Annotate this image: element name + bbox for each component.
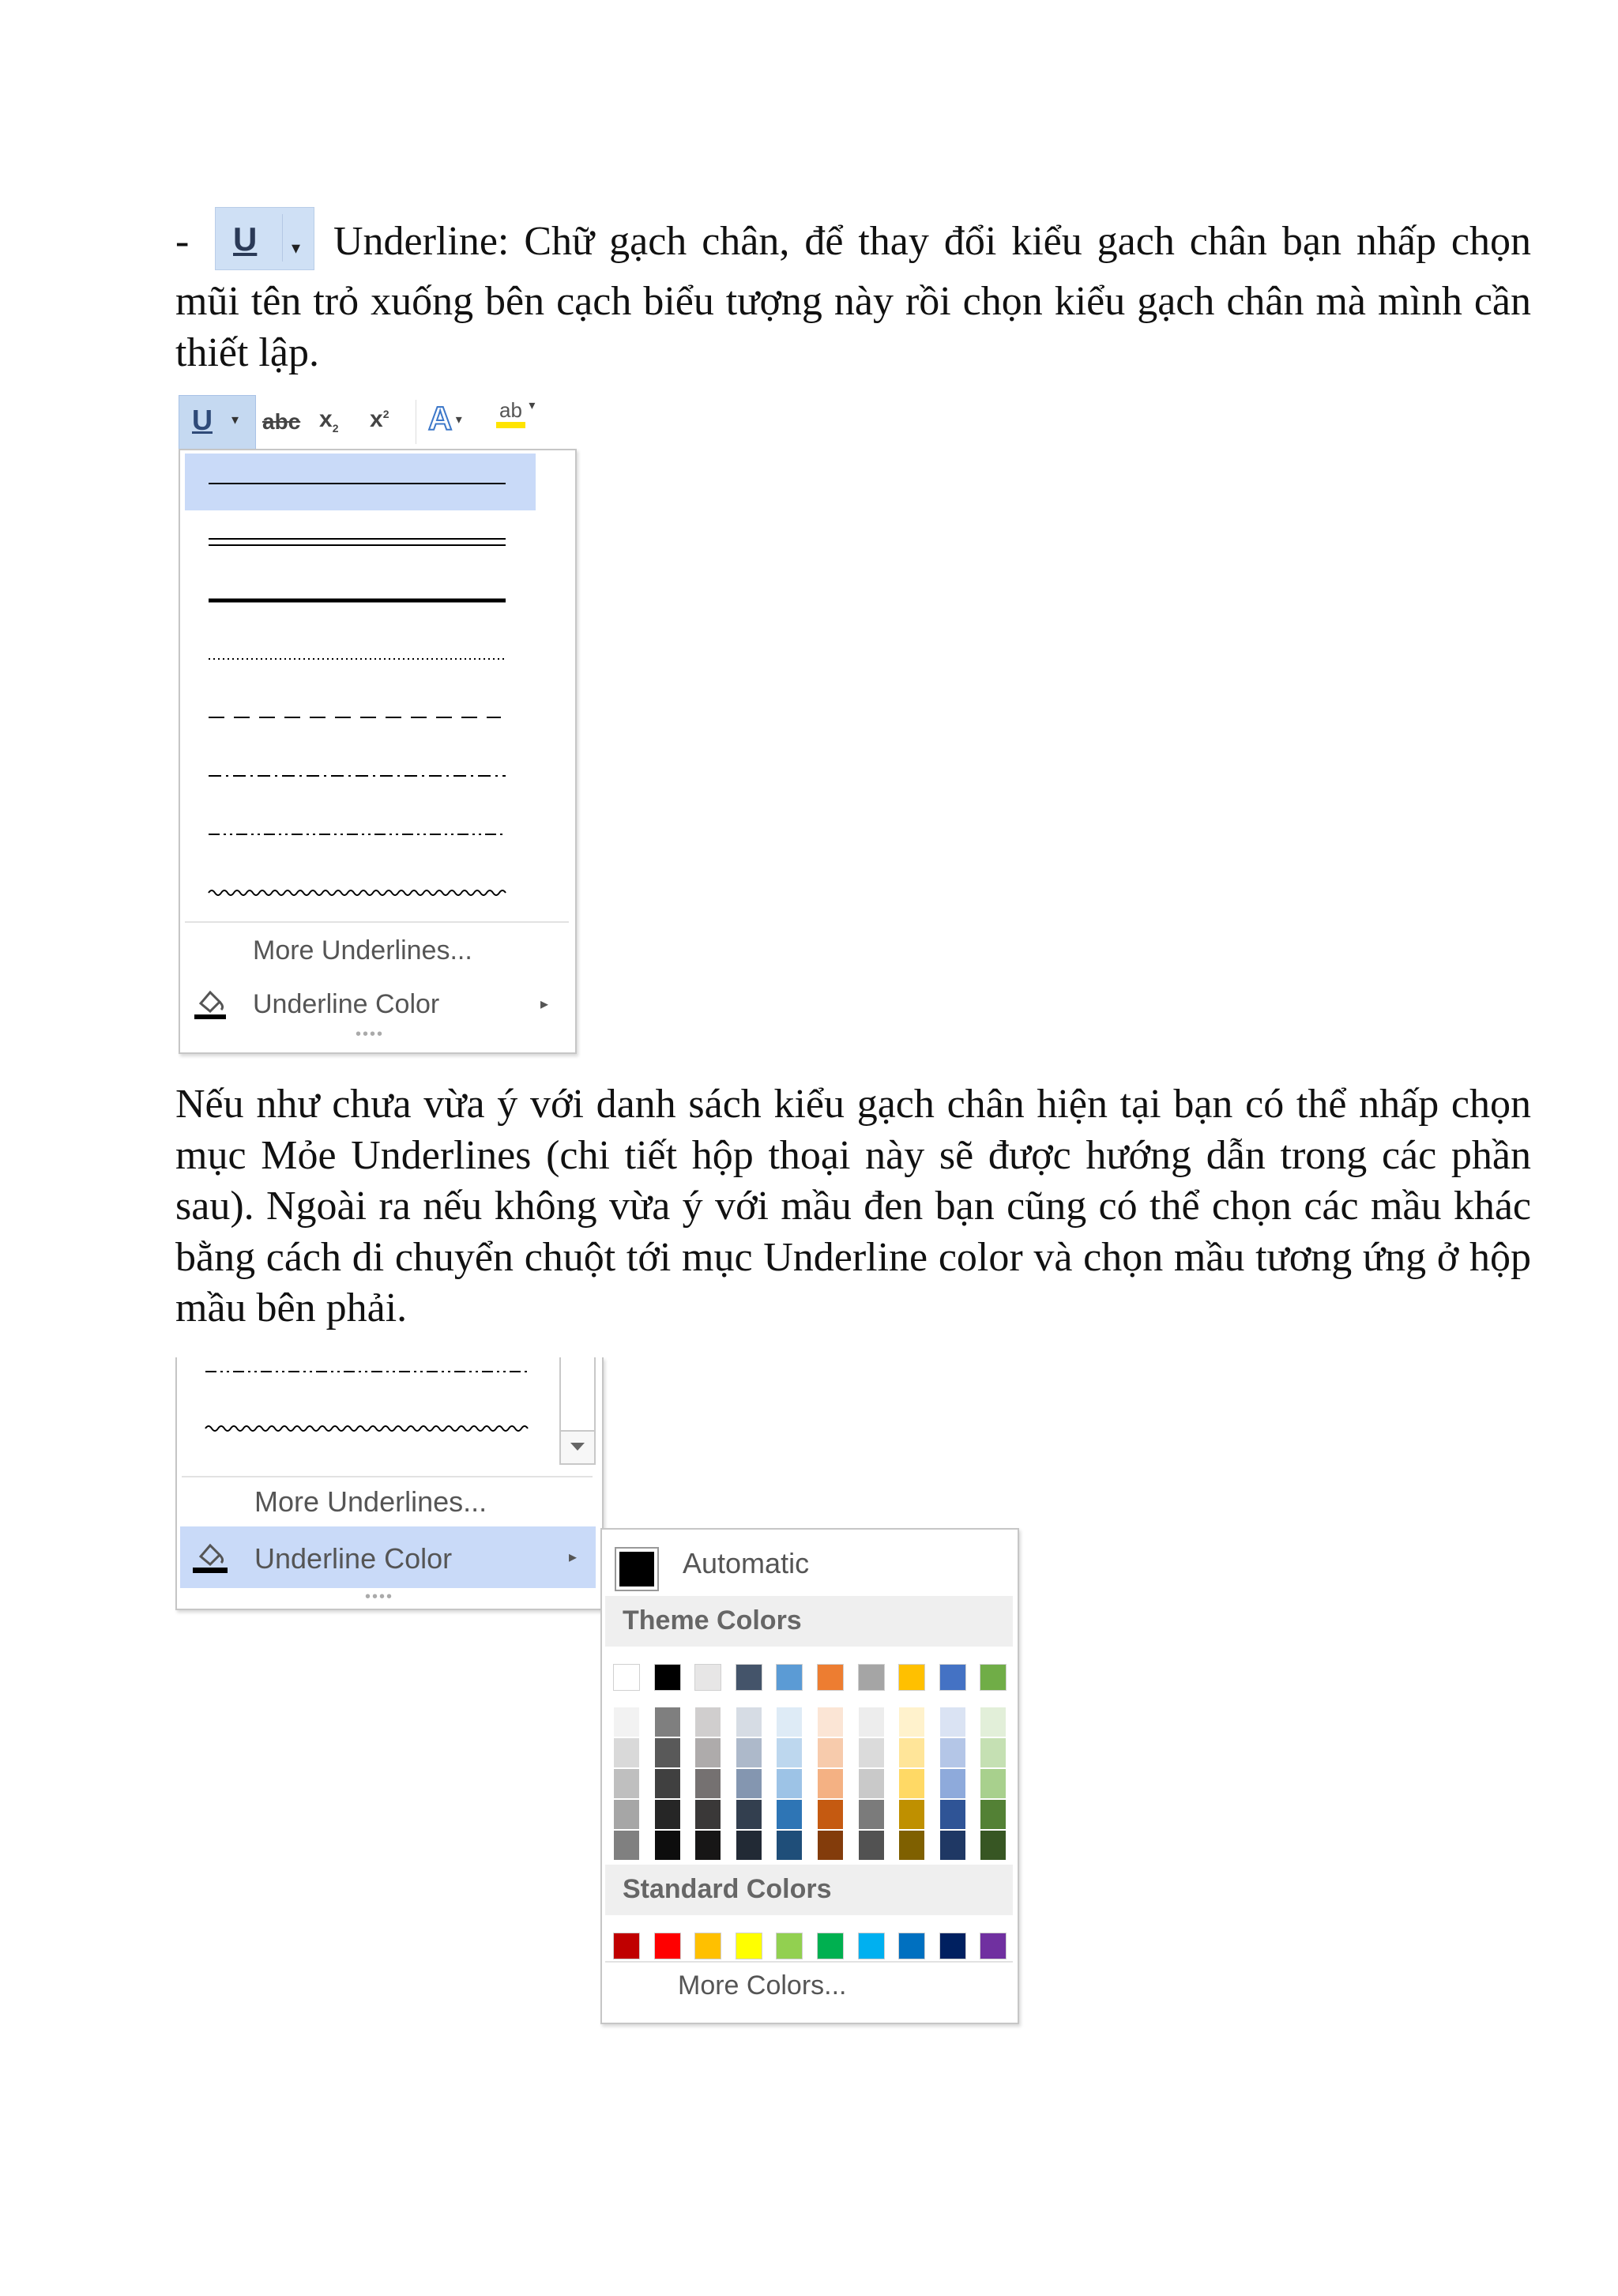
theme-color-swatch[interactable] — [694, 1737, 721, 1768]
standard-color-swatch[interactable] — [654, 1933, 681, 1959]
highlight-button[interactable] — [496, 398, 535, 452]
submenu-arrow-icon: ▸ — [569, 1547, 578, 1566]
theme-color-swatch[interactable] — [613, 1768, 640, 1799]
subscript-mark: 2 — [332, 422, 339, 435]
subscript-label: x — [319, 406, 333, 432]
theme-color-swatch[interactable] — [694, 1768, 721, 1799]
theme-color-swatch[interactable] — [776, 1737, 803, 1768]
theme-color-swatch[interactable] — [817, 1707, 844, 1737]
theme-color-swatch[interactable] — [776, 1830, 803, 1861]
theme-color-swatch[interactable] — [980, 1737, 1007, 1768]
superscript-mark: 2 — [382, 408, 389, 420]
theme-colors-header — [605, 1596, 1013, 1647]
theme-color-swatch[interactable] — [817, 1737, 844, 1768]
standard-color-swatch[interactable] — [736, 1933, 762, 1959]
underline-style-dash-dot-dot[interactable] — [185, 804, 536, 861]
theme-color-swatch[interactable] — [736, 1799, 762, 1830]
underline-style-dashed[interactable] — [185, 687, 536, 744]
paragraph-underline-color: Nếu như chưa vừa ý với danh sách kiểu gạch chân hiện tại bạn có thể nhấp chọn mục Mỏe Underlines (chi tiết hộp thoại này sẽ được hướng dẫn trong các phần sau). Ngoài ra nếu không vừa ý với mầu đen bạn cũng có thể chọn các mầu khác bằng cách di chuyển chuột tới mục Underline color và chọn mầu tương ứng ở hộp mầu bên phải. — [175, 1082, 1531, 1331]
theme-color-swatch[interactable] — [858, 1799, 885, 1830]
underline-color-item[interactable]: Underline Color — [254, 1542, 453, 1575]
underline-icon-letter: U — [233, 220, 258, 258]
theme-color-swatch[interactable] — [939, 1768, 966, 1799]
standard-color-swatch[interactable] — [776, 1933, 803, 1959]
theme-color-swatch[interactable] — [776, 1799, 803, 1830]
underline-button[interactable] — [179, 395, 256, 450]
automatic-color-option[interactable] — [607, 1533, 1013, 1596]
highlight-icon: ab — [496, 398, 525, 428]
theme-color-swatch[interactable] — [654, 1664, 681, 1691]
chevron-down-icon[interactable]: ▾ — [529, 397, 536, 412]
chevron-down-icon[interactable]: ▾ — [231, 412, 239, 428]
theme-color-swatch[interactable] — [736, 1768, 762, 1799]
theme-color-swatch[interactable] — [654, 1799, 681, 1830]
theme-color-swatch[interactable] — [776, 1664, 803, 1691]
standard-color-swatch[interactable] — [980, 1933, 1007, 1959]
theme-color-swatch[interactable] — [817, 1830, 844, 1861]
underline-style-single[interactable] — [185, 454, 536, 510]
theme-color-swatch[interactable] — [898, 1830, 925, 1861]
theme-color-swatch[interactable] — [858, 1830, 885, 1861]
theme-color-swatch[interactable] — [694, 1799, 721, 1830]
paragraph-underline-intro — [175, 213, 1531, 378]
font-toolbar — [177, 395, 572, 449]
theme-color-swatch[interactable] — [613, 1664, 640, 1691]
text-effects-button[interactable] — [428, 400, 462, 454]
resize-grip-icon[interactable]: •••• — [356, 1026, 385, 1043]
underline-style-wavy[interactable] — [182, 1405, 553, 1452]
theme-color-swatch[interactable] — [613, 1799, 640, 1830]
automatic-label: Automatic — [683, 1547, 810, 1579]
theme-color-swatch[interactable] — [980, 1664, 1007, 1691]
submenu-arrow-icon: ▸ — [540, 994, 549, 1013]
theme-color-swatch[interactable] — [898, 1664, 925, 1691]
underline-color-item[interactable]: Underline Color — [253, 989, 440, 1019]
superscript-label: x — [370, 406, 383, 432]
standard-color-swatch[interactable] — [858, 1933, 885, 1959]
theme-color-swatch[interactable] — [939, 1707, 966, 1737]
more-colors-item[interactable]: More Colors... — [678, 1970, 847, 2001]
theme-color-swatch[interactable] — [736, 1830, 762, 1861]
chevron-down-icon: ▾ — [292, 239, 301, 258]
underline-style-wavy[interactable] — [185, 863, 536, 920]
theme-color-swatch[interactable] — [613, 1830, 640, 1861]
underline-style-menu-scrolled — [175, 1357, 604, 1610]
theme-color-swatch[interactable] — [817, 1799, 844, 1830]
theme-color-swatch[interactable] — [898, 1737, 925, 1768]
paint-bucket-icon — [191, 1538, 229, 1575]
underline-style-dotted[interactable] — [185, 629, 536, 686]
theme-color-swatch[interactable] — [736, 1707, 762, 1737]
paint-bucket-icon — [193, 986, 228, 1021]
theme-color-swatch[interactable] — [694, 1664, 721, 1691]
underline-style-menu — [179, 449, 577, 1054]
underline-style-thick[interactable] — [185, 570, 536, 627]
theme-color-swatch[interactable] — [858, 1737, 885, 1768]
underline-button-label: U — [192, 404, 213, 436]
theme-color-swatch[interactable] — [817, 1768, 844, 1799]
theme-color-swatch[interactable] — [898, 1707, 925, 1737]
theme-color-swatch[interactable] — [858, 1707, 885, 1737]
theme-color-swatch[interactable] — [694, 1830, 721, 1861]
theme-color-swatch[interactable] — [980, 1768, 1007, 1799]
theme-color-swatch[interactable] — [898, 1768, 925, 1799]
theme-color-swatch[interactable] — [736, 1664, 762, 1691]
theme-color-swatch[interactable] — [939, 1664, 966, 1691]
standard-color-swatch[interactable] — [613, 1933, 640, 1959]
text-effects-icon: A — [428, 400, 453, 437]
theme-color-swatch[interactable] — [654, 1768, 681, 1799]
theme-color-swatch[interactable] — [654, 1830, 681, 1861]
theme-color-swatch[interactable] — [654, 1737, 681, 1768]
theme-color-swatch[interactable] — [858, 1664, 885, 1691]
theme-color-swatch[interactable] — [654, 1707, 681, 1737]
theme-color-swatch[interactable] — [980, 1799, 1007, 1830]
paragraph1-text: Underline: Chữ gạch chân, để thay đổi kiểu gach chân bạn nhấp chọn mũi tên trỏ xuống bên cạch biểu tượng này rồi chọn kiểu gạch chân mà mình cần thiết lập. — [175, 218, 1531, 375]
strikethrough-button[interactable]: abc — [262, 409, 301, 434]
theme-color-swatch[interactable] — [858, 1768, 885, 1799]
underline-icon — [215, 207, 314, 270]
theme-color-swatch[interactable] — [939, 1799, 966, 1830]
list-dash: - — [175, 218, 190, 264]
theme-color-swatch[interactable] — [613, 1737, 640, 1768]
theme-color-swatch[interactable] — [613, 1707, 640, 1737]
more-underlines-item[interactable]: More Underlines... — [254, 1485, 487, 1518]
chevron-down-icon[interactable]: ▾ — [455, 412, 462, 427]
standard-colors-label: Standard Colors — [623, 1874, 832, 1904]
theme-color-swatch[interactable] — [694, 1707, 721, 1737]
theme-color-swatch[interactable] — [736, 1737, 762, 1768]
standard-color-swatch[interactable] — [898, 1933, 925, 1959]
theme-color-swatch[interactable] — [980, 1830, 1007, 1861]
underline-style-dash-dot[interactable] — [185, 746, 536, 803]
scroll-down-button[interactable] — [559, 1430, 596, 1465]
theme-color-swatch[interactable] — [939, 1830, 966, 1861]
automatic-color-swatch — [615, 1547, 659, 1591]
standard-colors-header — [605, 1865, 1013, 1915]
theme-colors-label: Theme Colors — [623, 1605, 802, 1635]
standard-color-swatch[interactable] — [694, 1933, 721, 1959]
underline-style-dash-dot-dot[interactable] — [182, 1357, 553, 1389]
underline-style-double[interactable] — [185, 512, 536, 569]
standard-color-swatch[interactable] — [817, 1933, 844, 1959]
theme-color-swatch[interactable] — [980, 1707, 1007, 1737]
theme-color-swatch[interactable] — [776, 1768, 803, 1799]
underline-color-palette — [600, 1528, 1019, 2024]
standard-color-swatch[interactable] — [939, 1933, 966, 1959]
more-underlines-item[interactable]: More Underlines... — [253, 935, 472, 965]
theme-color-swatch[interactable] — [939, 1737, 966, 1768]
theme-color-swatch[interactable] — [898, 1799, 925, 1830]
theme-color-swatch[interactable] — [776, 1707, 803, 1737]
theme-color-swatch[interactable] — [817, 1664, 844, 1691]
resize-grip-icon[interactable]: •••• — [365, 1588, 394, 1605]
